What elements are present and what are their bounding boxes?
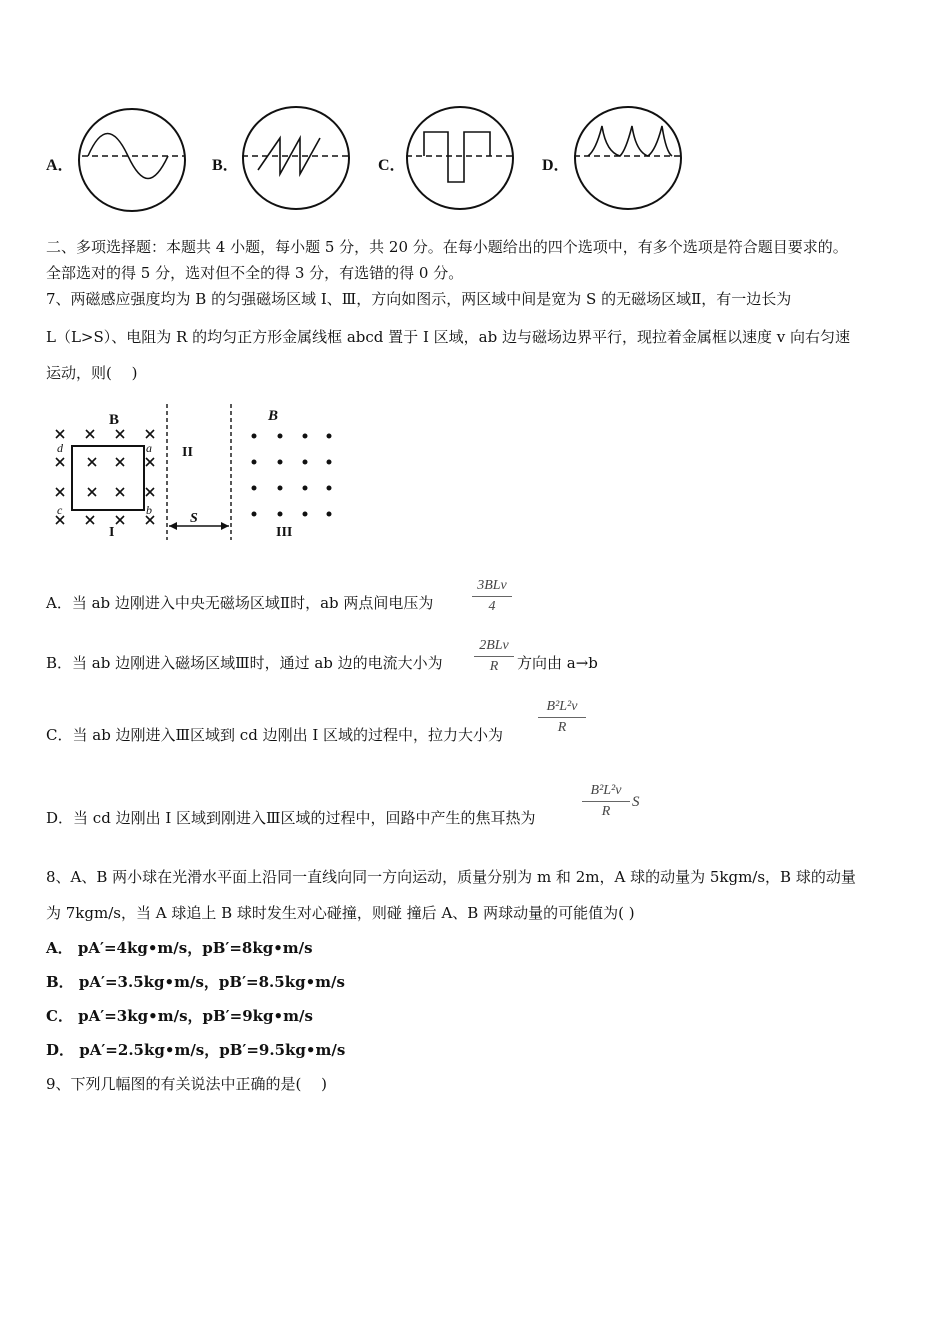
s-width-arrow bbox=[169, 522, 229, 530]
fraction-denominator: R bbox=[489, 659, 499, 674]
corner-b: b bbox=[146, 503, 152, 517]
q8-option-c: C． pA′=3kg•m/s，pB′=9kg•m/s bbox=[46, 1007, 313, 1025]
q7-option-b-fraction bbox=[474, 638, 514, 675]
q7-option-d: D．当 cd 边刚出 I 区域到刚进入Ⅲ区域的过程中，回路中产生的焦耳热为 bbox=[46, 809, 536, 827]
fraction-denominator: R bbox=[601, 804, 611, 819]
q8-option-b: B． pA′=3.5kg•m/s，pB′=8.5kg•m/s bbox=[46, 973, 345, 991]
fraction-denominator: 4 bbox=[488, 599, 496, 614]
q7-option-b: B．当 ab 边刚进入磁场区域Ⅲ时，通过 ab 边的电流大小为 bbox=[46, 654, 443, 672]
wire-frame-abcd bbox=[72, 446, 144, 510]
q8-line2: 为 7kgm/s，当 A 球追上 B 球时发生对心碰撞，则碰 撞后 A、B 两球动量的可能值为( ) bbox=[46, 904, 635, 922]
label-region-i: I bbox=[109, 525, 115, 540]
option-d-label: D． bbox=[542, 157, 570, 174]
corner-c: c bbox=[57, 503, 63, 517]
label-region-iii: III bbox=[276, 525, 293, 540]
fraction-numerator: 3BLv bbox=[477, 578, 507, 593]
label-b-left: B bbox=[109, 412, 120, 428]
section2-line1: 二、多项选择题：本题共 4 小题，每小题 5 分，共 20 分。在每小题给出的四个选项中，有多个选项是符合题目要求的。 bbox=[46, 238, 848, 256]
q7-magnetic-field-figure bbox=[52, 400, 352, 546]
waveform-c-square bbox=[404, 104, 516, 212]
fraction-numerator: 2BLv bbox=[479, 638, 509, 653]
option-a-label: A． bbox=[46, 157, 74, 174]
q9-line1: 9、下列几幅图的有关说法中正确的是( ) bbox=[46, 1075, 328, 1093]
q8-option-d: D． pA′=2.5kg•m/s，pB′=9.5kg•m/s bbox=[46, 1041, 346, 1059]
field-dot-markers bbox=[252, 434, 332, 517]
section2-line2: 全部选对的得 5 分，选对但不全的得 3 分，有选错的得 0 分。 bbox=[46, 264, 464, 282]
q7-option-d-s: S bbox=[632, 794, 640, 810]
option-c-label: C． bbox=[378, 157, 406, 174]
q8-option-a: A． pA′=4kg•m/s，pB′=8kg•m/s bbox=[46, 939, 313, 957]
q7-option-d-fraction bbox=[582, 783, 630, 820]
corner-d: d bbox=[57, 441, 63, 455]
q7-line1: 7、两磁感应强度均为 B 的匀强磁场区域 I、Ⅲ，方向如图示，两区域中间是宽为 S 的无磁场区域Ⅱ，有一边长为 bbox=[46, 290, 792, 308]
q7-option-b-direction: 方向由 a→b bbox=[517, 654, 598, 672]
waveform-a-sine bbox=[76, 106, 188, 214]
label-region-ii: II bbox=[182, 445, 193, 460]
waveform-d-spikes bbox=[572, 104, 684, 212]
q7-option-c: C．当 ab 边刚进入Ⅲ区域到 cd 边刚出 I 区域的过程中，拉力大小为 bbox=[46, 726, 504, 744]
label-b-right: B bbox=[268, 408, 279, 424]
label-s: S bbox=[190, 511, 198, 526]
fraction-numerator: B²L²v bbox=[546, 699, 578, 714]
q7-line3: 运动，则( ) bbox=[46, 364, 138, 382]
fraction-numerator: B²L²v bbox=[590, 783, 622, 798]
q8-line1: 8、A、B 两小球在光滑水平面上沿同一直线向同一方向运动，质量分别为 m 和 2m，A 球的动量为 5kgm/s，B 球的动量 bbox=[46, 868, 856, 886]
q7-line2: L（L>S）、电阻为 R 的均匀正方形金属线框 abcd 置于 I 区域，ab 边与磁场边界平行，现拉着金属框以速度 v 向右匀速 bbox=[46, 328, 850, 346]
q7-option-a: A．当 ab 边刚进入中央无磁场区域Ⅱ时，ab 两点间电压为 bbox=[46, 594, 434, 612]
option-b-label: B． bbox=[212, 157, 239, 174]
q7-option-c-fraction bbox=[538, 699, 586, 736]
corner-a: a bbox=[146, 441, 152, 455]
waveform-b-sawtooth bbox=[240, 104, 352, 212]
q7-option-a-fraction bbox=[472, 578, 512, 615]
fraction-denominator: R bbox=[557, 720, 567, 735]
